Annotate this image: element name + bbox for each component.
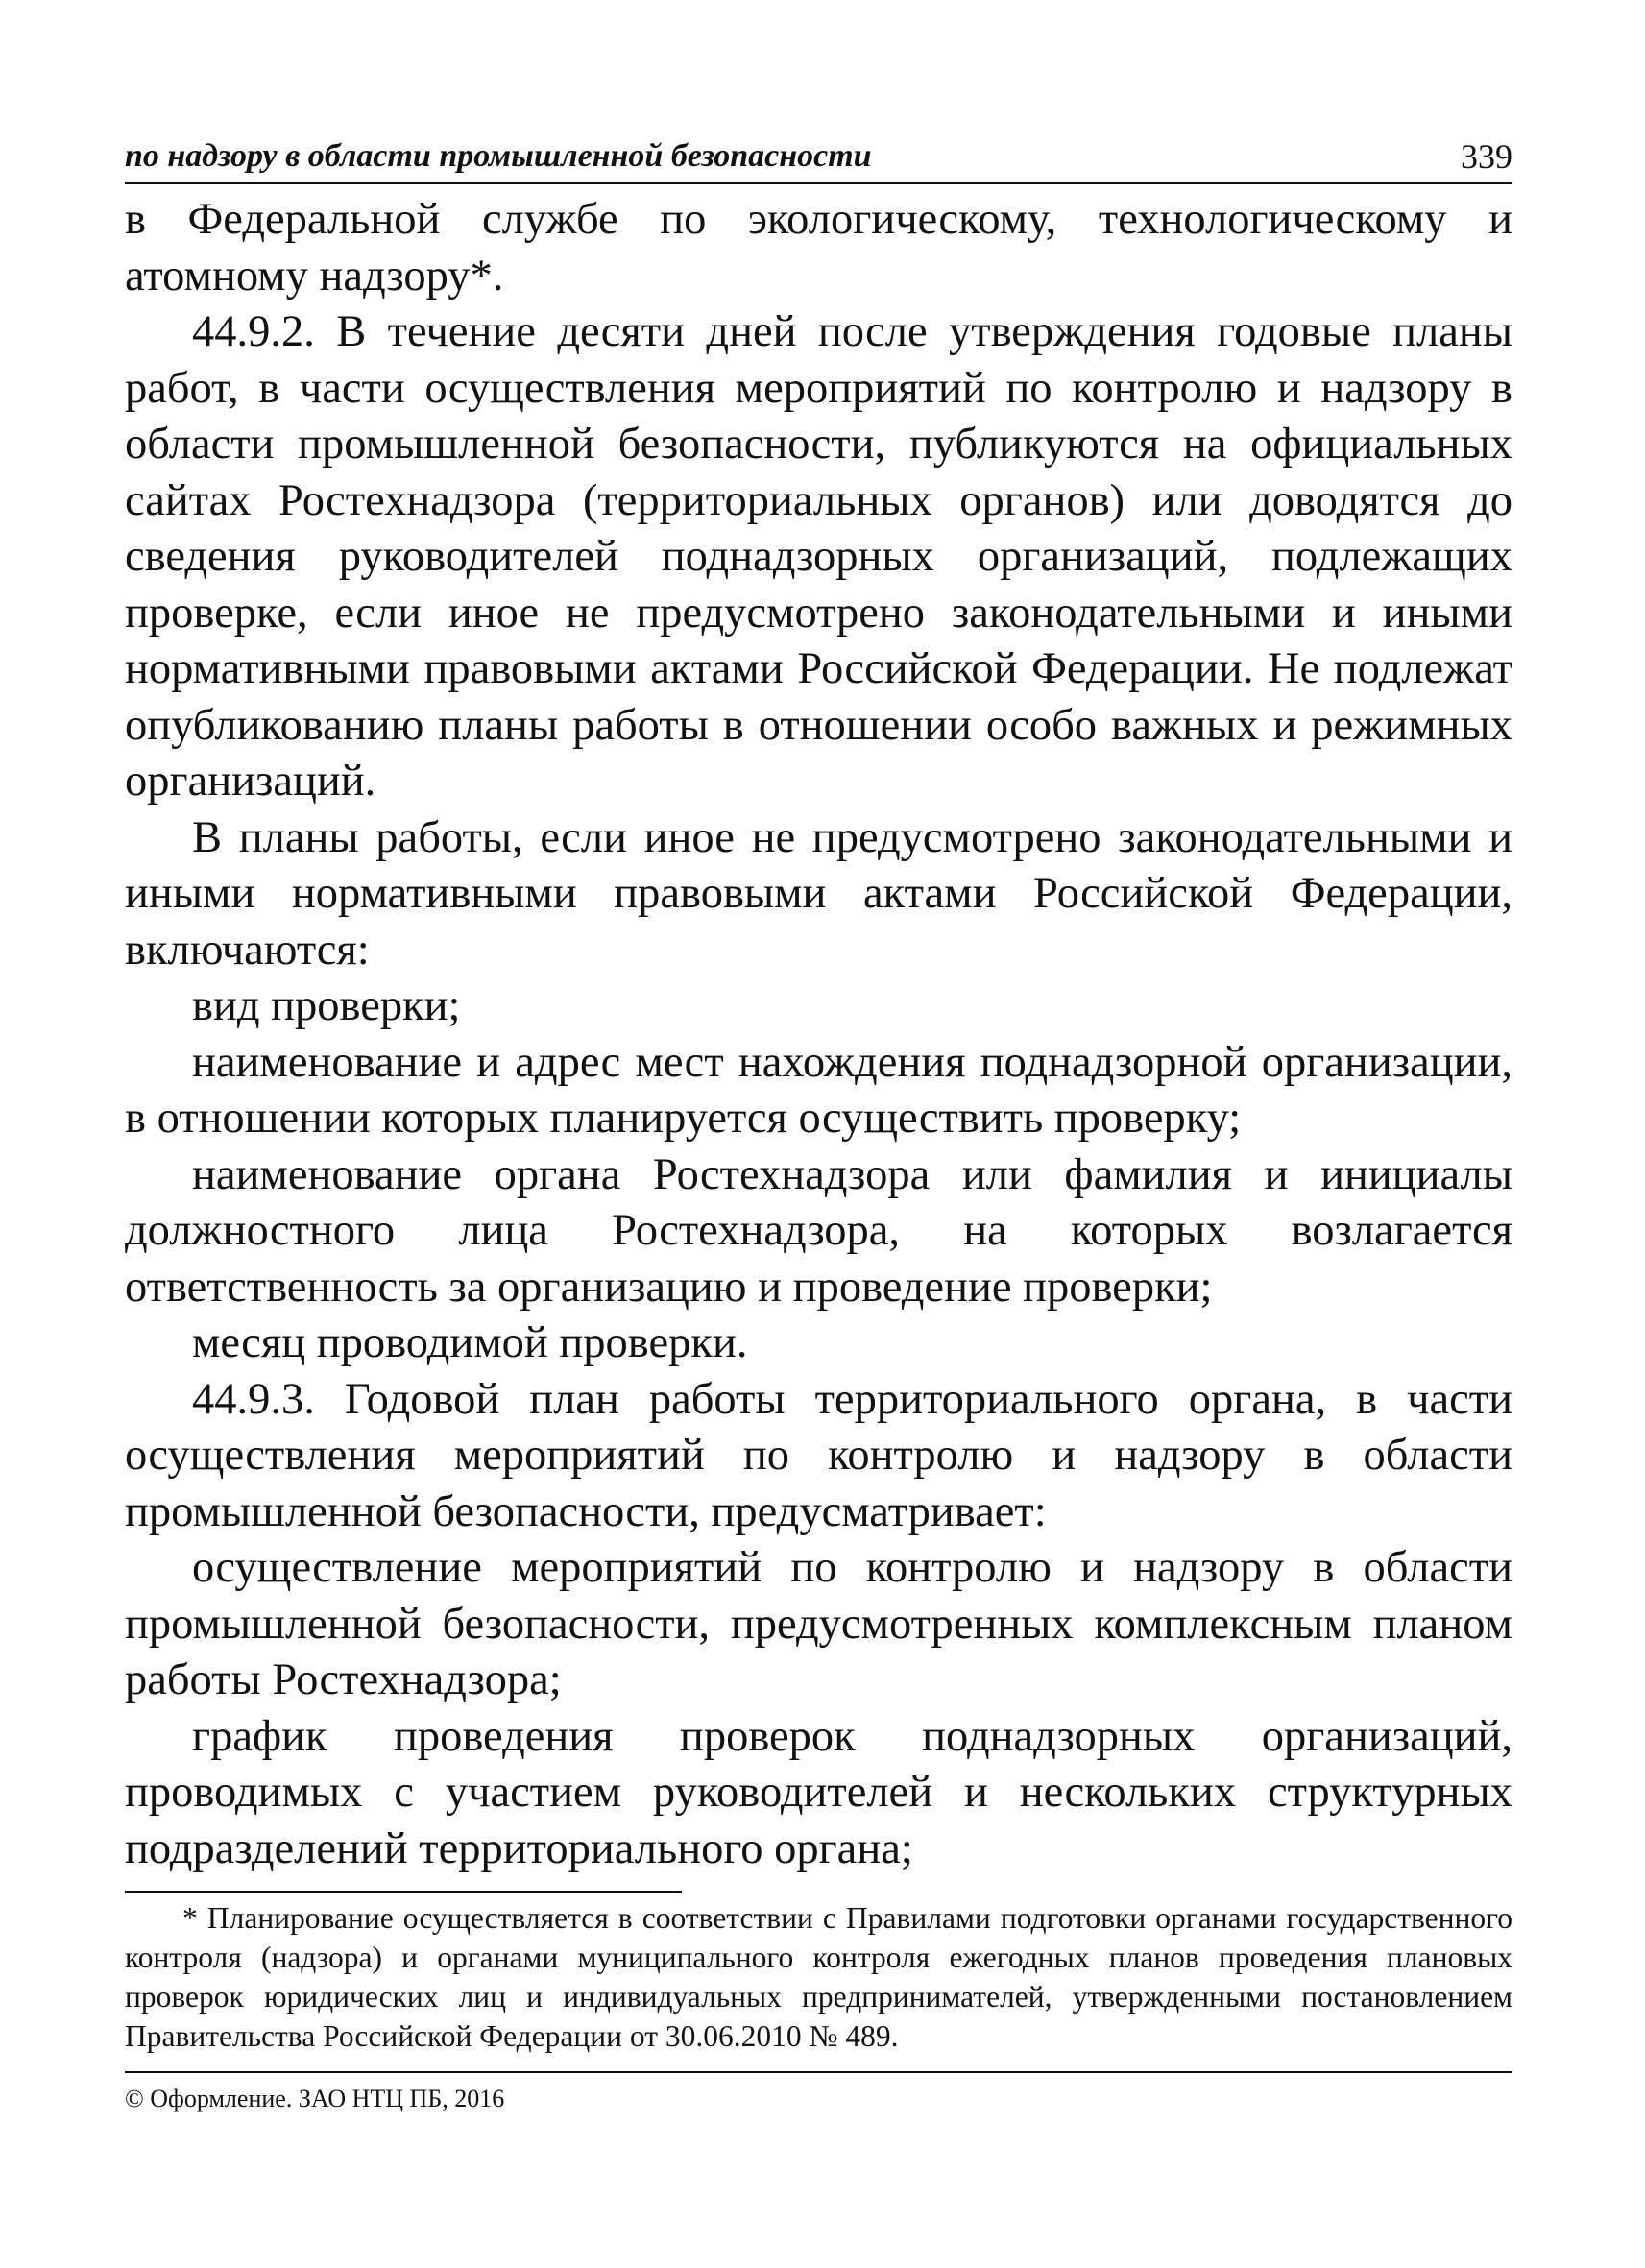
list-item-organization-name: наименование и адрес мест нахождения поднадзорной организации, в отношении которых планируется осуществить проверку;: [125, 1037, 1512, 1143]
list-item-inspection-schedule: график проведения проверок поднадзорных организаций, проводимых с участием руководителей и нескольких структурных подразделений территориального органа;: [125, 1711, 1512, 1873]
page-number: 339: [1461, 137, 1512, 176]
bottom-divider: [125, 2071, 1512, 2073]
running-header-title: по надзору в области промышленной безопасности: [125, 138, 872, 174]
list-item-responsible-body: наименование органа Ростехнадзора или фамилия и инициалы должностного лица Ростехнадзора, на которых возлагается ответственность за организацию и проведение проверки;: [125, 1149, 1512, 1312]
list-item-inspection-month: месяц проводимой проверки.: [192, 1318, 748, 1367]
paragraph-44-9-3: 44.9.3. Годовой план работы территориального органа, в части осуществления мероприятий по контролю и надзору в области промышленной безопасности, предусматривает:: [125, 1374, 1512, 1536]
paragraph-plans-include: В планы работы, если иное не предусмотрено законодательными и иными нормативными правовыми актами Российской Федерации, включаются:: [125, 812, 1512, 975]
running-header: [125, 134, 1512, 184]
copyright-notice: © Оформление. ЗАО НТЦ ПБ, 2016: [125, 2085, 505, 2112]
document-page: [125, 134, 1512, 2115]
paragraph-44-9-2: 44.9.2. В течение десяти дней после утверждения годовые планы работ, в части осуществления мероприятий по контролю и надзору в области промышленной безопасности, публикуются на официальных сайтах Ростехнадзора (территориальных органов) или доводятся до сведения руководителей поднадзорных организаций, подлежащих проверке, если иное не предусмотрено законодательными и иными нормативными правовыми актами Российской Федерации. Не подлежат опубликованию планы работы в отношении особо важных и режимных организаций.: [125, 307, 1512, 806]
body-text: [125, 192, 1512, 1877]
list-item-control-measures: осуществление мероприятий по контролю и надзору в области промышленной безопасности, предусмотренных комплексным планом работы Ростехнадзора;: [125, 1543, 1512, 1704]
footnote: * Планирование осуществляется в соответствии с Правилами подготовки органами государственного контроля (надзора) и органами муниципального контроля ежегодных планов проведения плановых проверок юридических лиц и индивидуальных предпринимателей, утвержденными постановлением Правительства Российской Федерации от 30.06.2010 № 489.: [125, 1901, 1512, 2053]
paragraph-continuation: в Федеральной службе по экологическому, технологическому и атомному надзору*.: [125, 195, 1512, 301]
list-item-inspection-type: вид проверки;: [192, 981, 461, 1030]
footnote-divider: [125, 1891, 682, 1893]
